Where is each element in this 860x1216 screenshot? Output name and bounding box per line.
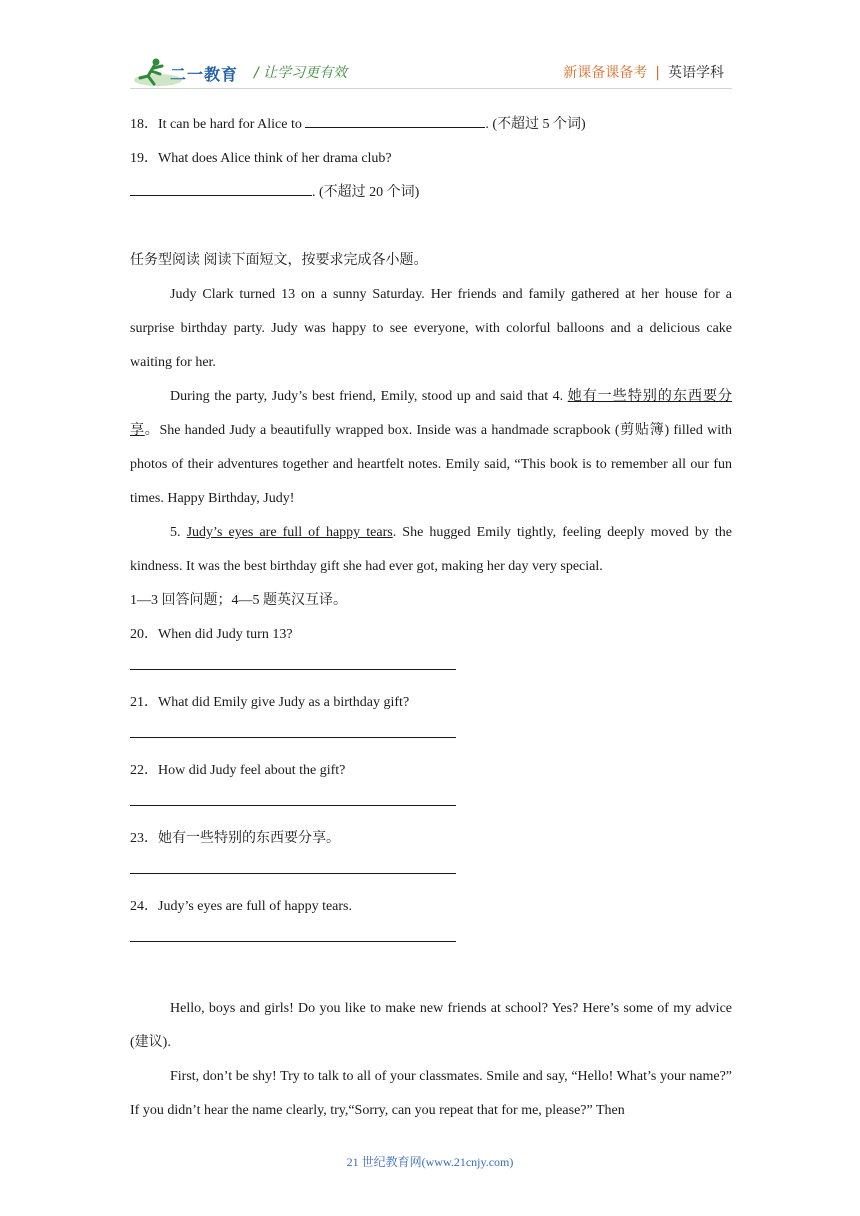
question-19: 19．What does Alice think of her drama club? <box>130 151 392 166</box>
p2-text-b: 。She handed Judy a beautifully wrapped box. Inside was a handmade scrapbook (剪贴簿) filled with photos of their adventures together and heartfelt notes. Emily said, “This book is to remember all our fun times. Happy Birthday, Judy! <box>130 423 733 506</box>
q24-answer-line[interactable] <box>130 941 456 942</box>
header-course: 新课备课备考 <box>563 65 648 81</box>
logo-text: 二一教育 <box>170 65 239 84</box>
passage-paragraph-3 <box>130 516 732 584</box>
p3-underlined-5: Judy’s eyes are full of happy tears <box>186 525 393 540</box>
passage-paragraph-2 <box>130 380 732 516</box>
worksheet-content <box>130 108 732 1128</box>
question-20: 20．When did Judy turn 13? <box>130 627 293 642</box>
question-21: 21．What did Emily give Judy as a birthday gift? <box>130 695 410 710</box>
passage-paragraph-1: Judy Clark turned 13 on a sunny Saturday. Her friends and family gathered at her house for a surprise birthday party. Judy was happy to see everyone, with colorful balloons and a delicious cake waiting for her. <box>130 287 732 370</box>
q21-answer-line[interactable] <box>130 737 456 738</box>
header-slogan: / 让学习更有效 <box>254 65 348 81</box>
spacer <box>130 210 732 244</box>
q18-answer-blank[interactable] <box>305 113 485 128</box>
q23-answer-line[interactable] <box>130 873 456 874</box>
question-19-answer <box>130 176 732 210</box>
p2-text-a: During the party, Judy’s best friend, Emily, stood up and said that 4. <box>170 389 568 404</box>
q22-answer-line[interactable] <box>130 805 456 806</box>
header-separator: | <box>655 65 660 81</box>
passage2-paragraph-1: Hello, boys and girls! Do you like to make new friends at school? Yes? Here’s some of my advice (建议). <box>130 1001 732 1050</box>
question-22: 22．How did Judy feel about the gift? <box>130 763 346 778</box>
q18-prefix: 18．It can be hard for Alice to <box>130 117 306 132</box>
question-18 <box>130 108 732 142</box>
p2-underlined-4: 她有一些特别的东西要分享 <box>130 389 733 438</box>
header-course-info <box>563 62 724 82</box>
q19-suffix: . (不超过 20 个词) <box>312 185 420 200</box>
spacer <box>130 958 732 992</box>
page-footer: 21 世纪教育网(www.21cnjy.com) <box>346 1155 514 1169</box>
question-23: 23．她有一些特别的东西要分享。 <box>130 831 340 846</box>
task-instruction: 任务型阅读 阅读下面短文，按要求完成各小题。 <box>130 253 428 268</box>
q20-answer-line[interactable] <box>130 669 456 670</box>
passage2-paragraph-2: First, don’t be shy! Try to talk to all of your classmates. Smile and say, “Hello! What’s your name?” If you didn’t hear the name clearly, try,“Sorry, can you repeat that for me, please?” Then <box>130 1069 732 1118</box>
question-24: 24．Judy’s eyes are full of happy tears. <box>130 899 352 914</box>
header-subject: 英语学科 <box>668 65 724 81</box>
q19-answer-blank[interactable] <box>130 181 312 196</box>
q18-suffix: . (不超过 5 个词) <box>485 117 586 132</box>
p3-text-b: . She hugged Emily tightly, feeling deeply moved by the kindness. It was the best birthday gift she had ever got, making her day very special. <box>130 525 733 574</box>
task-directions: 1—3 回答问题；4—5 题英汉互译。 <box>130 593 347 608</box>
p3-text-a: 5. <box>170 525 187 540</box>
page-header <box>0 0 860 100</box>
header-divider <box>130 88 732 89</box>
